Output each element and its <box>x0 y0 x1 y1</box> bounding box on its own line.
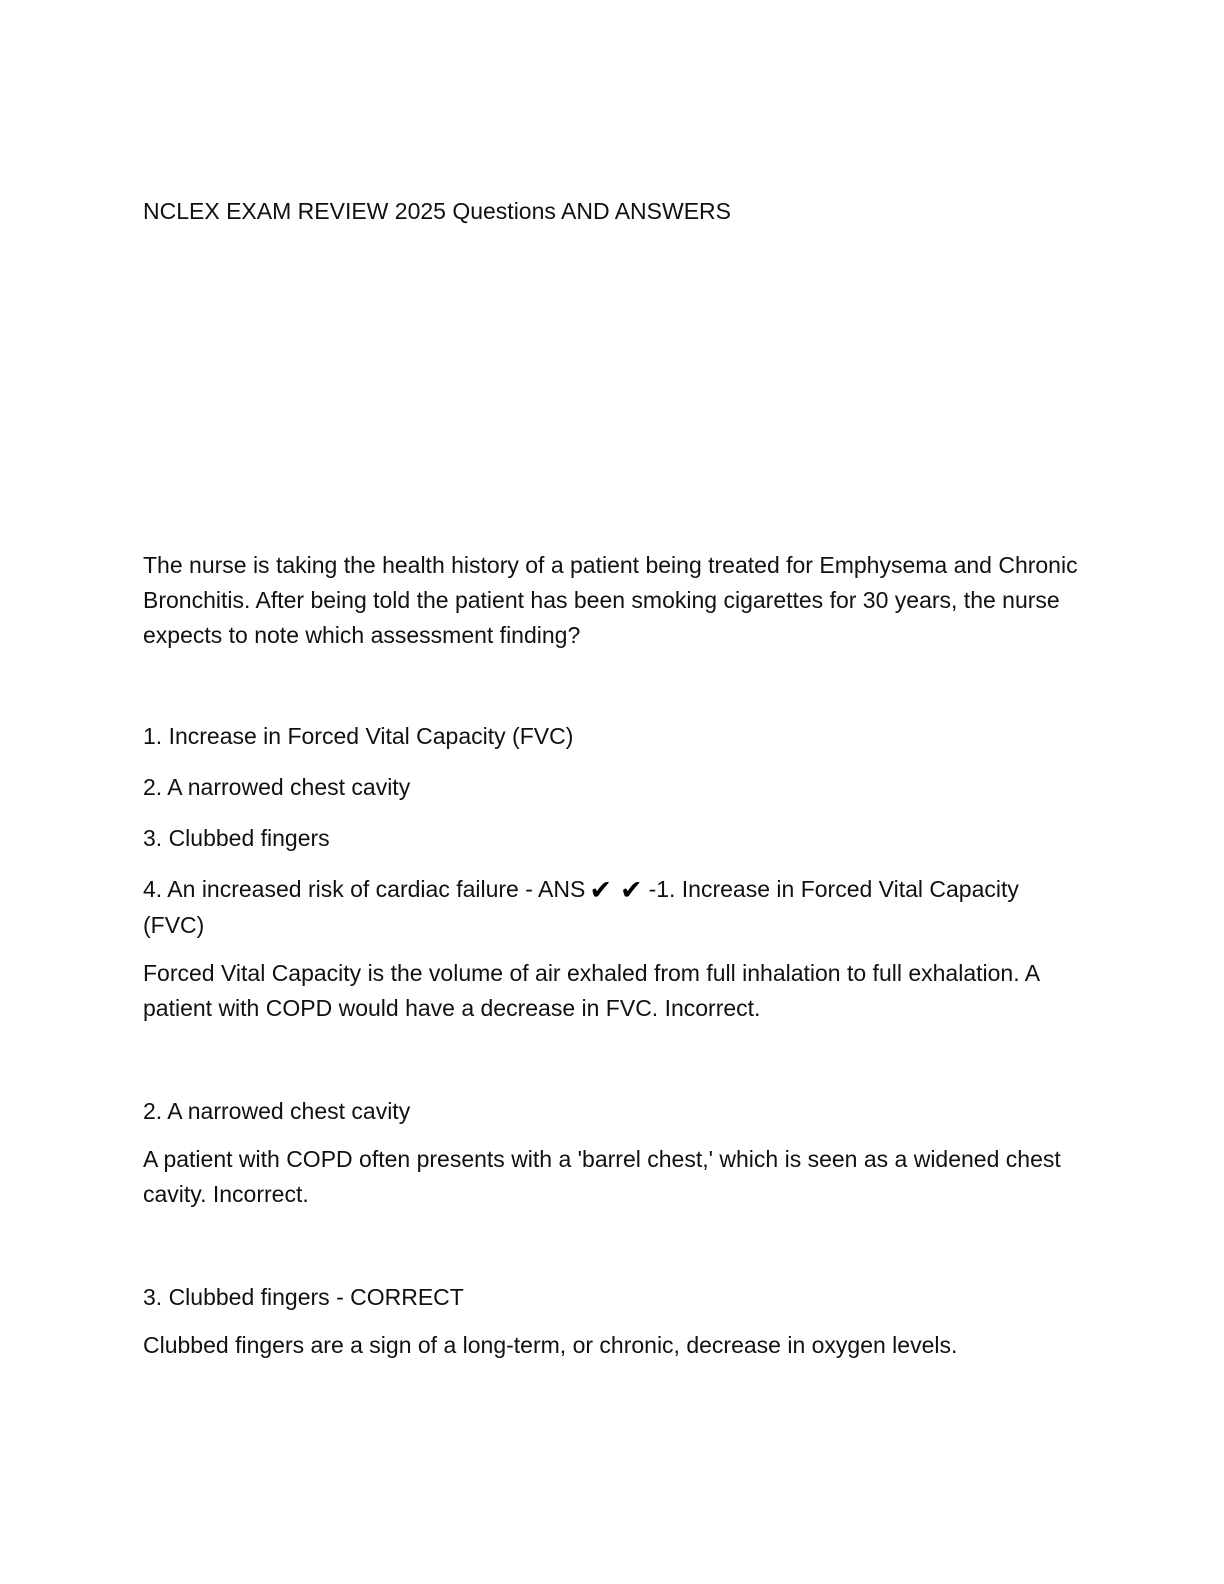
document-title: NCLEX EXAM REVIEW 2025 Questions AND ANSWERS <box>143 198 731 224</box>
answer-heading-2: 2. A narrowed chest cavity <box>143 1098 411 1124</box>
answer-heading-3: 3. Clubbed fingers - CORRECT <box>143 1284 464 1310</box>
explanation-option-2: A patient with COPD often presents with a 'barrel chest,' which is seen as a widened chest cavity. Incorrect. <box>143 1146 1061 1207</box>
checkmark-icon: ✔ <box>589 875 612 905</box>
explanation-option-3: Clubbed fingers are a sign of a long-term, or chronic, decrease in oxygen levels. <box>143 1332 958 1358</box>
explanation-option-1: Forced Vital Capacity is the volume of air exhaled from full inhalation to full exhalation. A patient with COPD would have a decrease in FVC. Incorrect. <box>143 960 1039 1021</box>
option-1: 1. Increase in Forced Vital Capacity (FVC) <box>143 723 574 749</box>
option-3: 3. Clubbed fingers <box>143 825 330 851</box>
option-2: 2. A narrowed chest cavity <box>143 774 411 800</box>
checkmark-icon: ✔ <box>619 875 643 905</box>
answer-text: -1. Increase in Forced Vital Capacity (FVC) <box>143 876 1019 938</box>
option-4-text: 4. An increased risk of cardiac failure - ANS <box>143 876 586 902</box>
question-text: The nurse is taking the health history of a patient being treated for Emphysema and Chronic Bronchitis. After being told the patient has been smoking cigarettes for 30 years, the nurse expects to note which assessment finding? <box>143 552 1078 648</box>
option-4 <box>143 872 1078 943</box>
